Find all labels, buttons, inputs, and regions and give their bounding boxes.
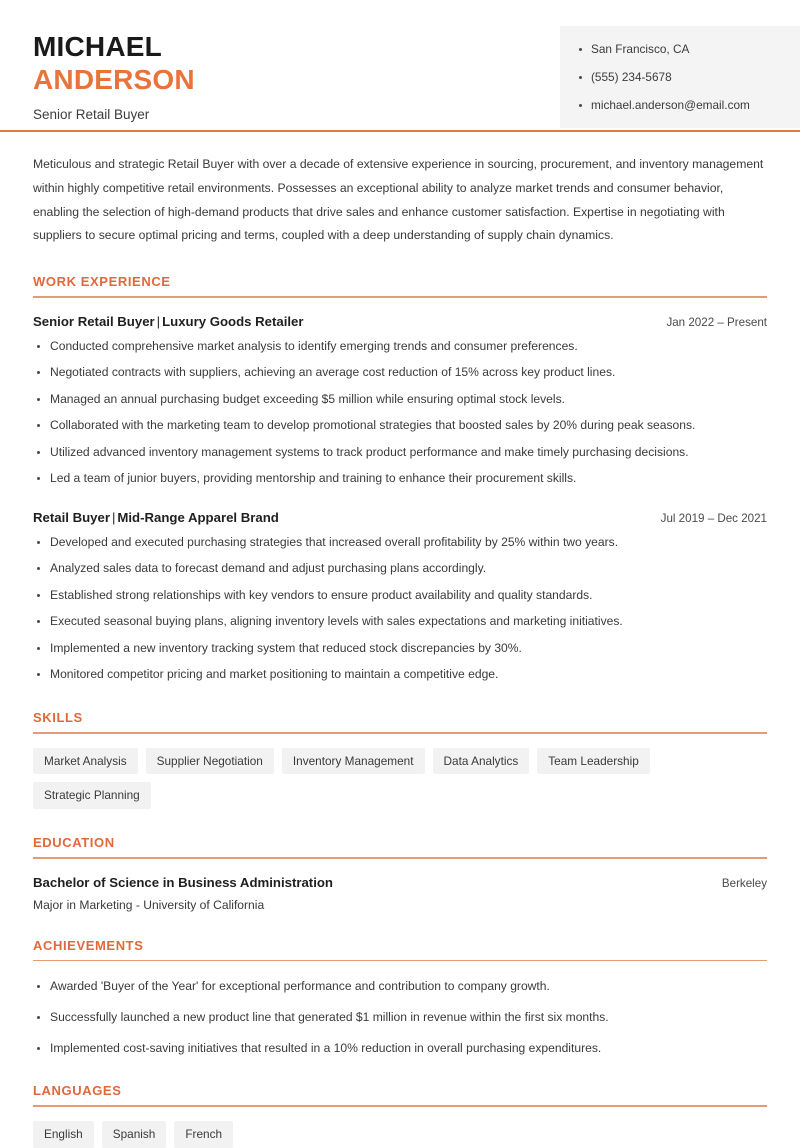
skills-chip-list xyxy=(33,748,767,810)
title-separator: | xyxy=(156,313,161,329)
bullet-item: Led a team of junior buyers, providing mentorship and training to enhance their procurement skills. xyxy=(33,470,767,488)
experience-company: Luxury Goods Retailer xyxy=(162,313,304,329)
skill-chip: Supplier Negotiation xyxy=(146,748,274,775)
bullet-item: Collaborated with the marketing team to develop promotional strategies that boosted sales by 20% during peak seasons. xyxy=(33,417,767,435)
section-title-languages: LANGUAGES xyxy=(33,1083,122,1099)
contact-list xyxy=(578,42,786,112)
contact-email[interactable]: michael.anderson@email.com xyxy=(578,98,786,112)
education-degree: Bachelor of Science in Business Administration xyxy=(33,874,333,890)
experience-entry-header xyxy=(33,510,767,525)
section-divider xyxy=(33,1105,767,1107)
contact-phone[interactable]: (555) 234-5678 xyxy=(578,70,786,84)
language-chip: English xyxy=(33,1121,94,1148)
experience-title xyxy=(33,314,304,329)
section-divider xyxy=(33,857,767,859)
experience-entry-header xyxy=(33,314,767,329)
section-divider xyxy=(33,960,767,962)
section-languages xyxy=(33,1083,767,1147)
skill-chip: Strategic Planning xyxy=(33,782,151,809)
bullet-item: Utilized advanced inventory management systems to track product performance and make timely purchasing decisions. xyxy=(33,444,767,462)
section-education xyxy=(33,835,767,912)
bullet-item: Conducted comprehensive market analysis to identify emerging trends and consumer preferences. xyxy=(33,338,767,356)
bullet-item: Established strong relationships with key vendors to ensure product availability and quality standards. xyxy=(33,587,767,605)
bullet-item: Awarded 'Buyer of the Year' for exceptional performance and contribution to company growth. xyxy=(33,978,767,996)
education-detail: Major in Marketing - University of California xyxy=(33,897,265,912)
languages-chip-list xyxy=(33,1121,767,1148)
experience-bullets xyxy=(33,338,767,488)
bullet-item: Successfully launched a new product line that generated $1 million in revenue within the first six months. xyxy=(33,1009,767,1027)
bullet-item: Executed seasonal buying plans, aligning inventory levels with sales expectations and marketing initiatives. xyxy=(33,613,767,631)
section-title-skills: SKILLS xyxy=(33,710,83,725)
experience-date: Jul 2019 – Dec 2021 xyxy=(660,511,767,525)
title-separator: | xyxy=(111,509,116,525)
section-divider xyxy=(33,732,767,734)
skill-chip: Market Analysis xyxy=(33,748,138,775)
education-location: Berkeley xyxy=(721,876,767,890)
experience-role: Retail Buyer xyxy=(33,509,110,525)
header-divider xyxy=(0,130,800,132)
contact-box xyxy=(560,26,800,128)
last-name: ANDERSON xyxy=(33,64,195,96)
section-divider xyxy=(33,296,767,298)
section-title-work-experience: WORK EXPERIENCE xyxy=(33,274,171,290)
language-chip: French xyxy=(174,1121,233,1148)
full-name xyxy=(33,30,195,96)
bullet-item: Negotiated contracts with suppliers, achieving an average cost reduction of 15% across key product lines. xyxy=(33,364,767,382)
bullet-item: Monitored competitor pricing and market positioning to maintain a competitive edge. xyxy=(33,666,767,684)
experience-company: Mid-Range Apparel Brand xyxy=(117,509,279,525)
resume-content xyxy=(0,153,800,1148)
section-work-experience xyxy=(33,274,767,684)
bullet-item: Implemented a new inventory tracking system that reduced stock discrepancies by 30%. xyxy=(33,640,767,658)
professional-summary: Meticulous and strategic Retail Buyer with over a decade of extensive experience in sourcing, procurement, and inventory management within highly competitive retail environments. Possesses an exceptional ability to analyze market trends and consumer behavior, enabling the selection of high-demand products that drive sales and enhance customer satisfaction. Expertise in negotiating with suppliers to secure optimal pricing and terms, coupled with a deep understanding of supply chain dynamics. xyxy=(33,157,764,243)
contact-location: San Francisco, CA xyxy=(578,42,786,56)
resume-header xyxy=(0,0,800,130)
bullet-item: Implemented cost-saving initiatives that resulted in a 10% reduction in overall purchasing expenditures. xyxy=(33,1040,767,1058)
skill-chip: Team Leadership xyxy=(537,748,650,775)
experience-role: Senior Retail Buyer xyxy=(33,313,155,329)
first-name: MICHAEL xyxy=(33,31,162,62)
bullet-item: Analyzed sales data to forecast demand and adjust purchasing plans accordingly. xyxy=(33,560,767,578)
skill-chip: Data Analytics xyxy=(433,748,530,775)
section-title-education: EDUCATION xyxy=(33,835,115,851)
achievements-list xyxy=(33,978,767,1057)
bullet-item: Developed and executed purchasing strategies that increased overall profitability by 25% within two years. xyxy=(33,534,767,552)
education-entry-header xyxy=(33,875,767,890)
experience-bullets xyxy=(33,534,767,684)
language-chip: Spanish xyxy=(102,1121,167,1148)
experience-title xyxy=(33,510,279,525)
job-title: Senior Retail Buyer xyxy=(33,107,150,123)
section-skills xyxy=(33,710,767,809)
bullet-item: Managed an annual purchasing budget exceeding $5 million while ensuring optimal stock levels. xyxy=(33,391,767,409)
experience-entry xyxy=(33,314,767,488)
experience-date: Jan 2022 – Present xyxy=(666,315,767,329)
experience-entry xyxy=(33,510,767,684)
skill-chip: Inventory Management xyxy=(282,748,425,775)
section-achievements xyxy=(33,938,767,1057)
identity-block xyxy=(0,26,195,122)
section-title-achievements: ACHIEVEMENTS xyxy=(33,937,144,953)
